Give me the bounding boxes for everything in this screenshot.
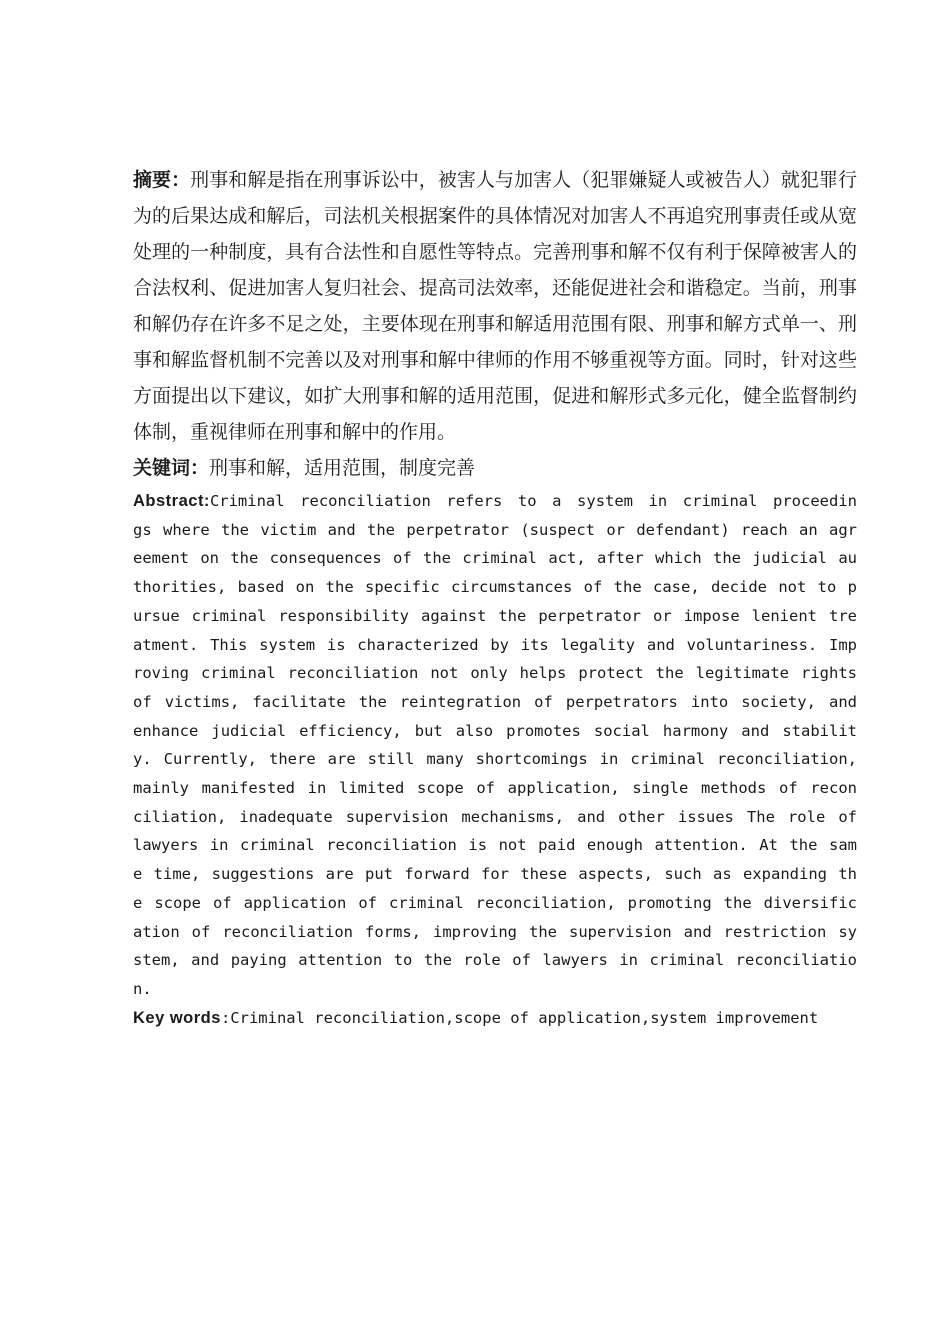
en-abstract-line: ursue criminal responsibility against the perpetrator or impose lenient tre <box>133 606 857 625</box>
en-keywords-line <box>133 1004 857 1033</box>
en-abstract-line: mainly manifested in limited scope of application, single methods of recon <box>133 779 857 798</box>
cn-abstract-line: 事和解监督机制不完善以及对刑事和解中律师的作用不够重视等方面。同时，针对这些 <box>133 350 857 371</box>
cn-abstract-line: 方面提出以下建议，如扩大刑事和解的适用范围，促进和解形式多元化，健全监督制约 <box>133 386 857 407</box>
en-keywords-text: :Criminal reconciliation,scope of application,system improvement <box>220 1008 819 1027</box>
en-abstract-line: e time, suggestions are put forward for these aspects, such as expanding th <box>133 865 857 884</box>
en-abstract-line: roving criminal reconciliation not only helps protect the legitimate rights <box>133 664 857 683</box>
cn-keywords-text: 刑事和解，适用范围，制度完善 <box>209 458 476 479</box>
en-abstract-line: y. Currently, there are still many shortcomings in criminal reconciliation, <box>133 750 857 769</box>
en-abstract-line: stem, and paying attention to the role of lawyers in criminal reconciliatio <box>133 951 857 970</box>
en-keywords-label: Key words <box>133 1008 221 1027</box>
cn-abstract-line: 处理的一种制度，具有合法性和自愿性等特点。完善刑事和解不仅有利于保障被害人的 <box>133 242 857 263</box>
en-abstract-text: Criminal reconciliation refers to a system in criminal proceedin <box>209 492 857 510</box>
abstract-content <box>133 163 857 1032</box>
cn-keywords-label: 关键词： <box>133 458 210 479</box>
en-abstract-line: thorities, based on the specific circumstances of the case, decide not to p <box>133 578 857 597</box>
en-abstract-line <box>133 487 857 516</box>
en-abstract-line: enhance judicial efficiency, but also promotes social harmony and stabilit <box>133 721 857 740</box>
en-abstract-line: of victims, facilitate the reintegration of perpetrators into society, and <box>133 692 857 711</box>
cn-abstract-text: 刑事和解是指在刑事诉讼中，被害人与加害人（犯罪嫌疑人或被告人）就犯罪行 <box>190 170 857 191</box>
en-abstract-line: eement on the consequences of the criminal act, after which the judicial au <box>133 549 857 568</box>
en-abstract-label: Abstract: <box>133 492 210 510</box>
cn-abstract-line: 合法权利、促进加害人复归社会、提高司法效率，还能促进社会和谐稳定。当前，刑事 <box>133 278 857 299</box>
en-abstract-line: e scope of application of criminal reconciliation, promoting the diversific <box>133 893 857 912</box>
cn-abstract-line: 体制，重视律师在刑事和解中的作用。 <box>133 422 457 443</box>
cn-abstract-line: 为的后果达成和解后，司法机关根据案件的具体情况对加害人不再追究刑事责任或从宽 <box>133 206 857 227</box>
cn-abstract-label: 摘要： <box>133 170 191 191</box>
en-abstract-line: atment. This system is characterized by its legality and voluntariness. Imp <box>133 635 857 654</box>
cn-keywords-line <box>133 451 857 487</box>
en-abstract-line: ciliation, inadequate supervision mechanisms, and other issues The role of <box>133 807 857 826</box>
cn-abstract-line: 和解仍存在许多不足之处，主要体现在刑事和解适用范围有限、刑事和解方式单一、刑 <box>133 314 857 335</box>
en-abstract-line: gs where the victim and the perpetrator (suspect or defendant) reach an agr <box>133 520 857 539</box>
cn-abstract-line <box>133 163 857 199</box>
en-abstract-line: lawyers in criminal reconciliation is not paid enough attention. At the sam <box>133 836 857 855</box>
en-abstract-line: n. <box>133 979 152 998</box>
en-abstract-line: ation of reconciliation forms, improving the supervision and restriction sy <box>133 922 857 941</box>
